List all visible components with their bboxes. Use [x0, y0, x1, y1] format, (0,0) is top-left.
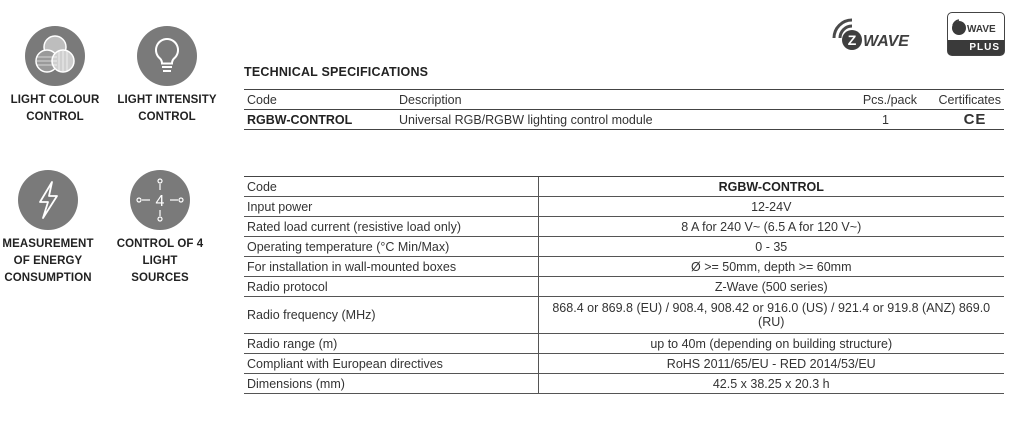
spec-row [244, 297, 1004, 334]
four-outputs-icon [130, 170, 190, 230]
spec-value: Z-Wave (500 series) [538, 277, 1004, 297]
spec-label: Compliant with European directives [244, 354, 538, 374]
spec-label: Radio frequency (MHz) [244, 297, 538, 334]
zwave-plus-wordmark: WAVE [967, 24, 996, 35]
spec-label: For installation in wall-mounted boxes [244, 257, 538, 277]
zwave-plus-logo [947, 12, 1005, 56]
feature-light-intensity-control [114, 26, 220, 126]
feature-label: LIGHT COLOUR CONTROL [10, 94, 100, 123]
spec-label: Radio range (m) [244, 334, 538, 354]
spec-value: 868.4 or 869.8 (EU) / 908.4, 908.42 or 916.0 (US) / 921.4 or 919.8 (ANZ) 869.0 (RU) [538, 297, 1004, 334]
spec-label: Input power [244, 197, 538, 217]
spec-row [244, 374, 1004, 394]
feature-light-colour-control [10, 26, 100, 126]
spec-row [244, 354, 1004, 374]
zwave-mark: Z [847, 32, 857, 48]
spec-value: 42.5 x 38.25 x 20.3 h [538, 374, 1004, 394]
spec-label: Code [244, 177, 538, 197]
header-pcs: Pcs./pack [816, 90, 929, 110]
spec-value: 12-24V [538, 197, 1004, 217]
spec-header-row [244, 177, 1004, 197]
svg-text:4: 4 [155, 193, 165, 210]
color-wheel-icon [25, 26, 85, 86]
spec-row [244, 237, 1004, 257]
spec-table [244, 176, 1004, 394]
spec-value: 0 - 35 [538, 237, 1004, 257]
spec-value: RGBW-CONTROL [538, 177, 1004, 197]
spec-label: Rated load current (resistive load only) [244, 217, 538, 237]
product-pcs: 1 [816, 110, 929, 130]
spec-label: Radio protocol [244, 277, 538, 297]
feature-four-light-sources [114, 170, 206, 287]
product-code: RGBW-CONTROL [244, 110, 396, 130]
spec-row [244, 277, 1004, 297]
lightning-bolt-icon [18, 170, 78, 230]
product-row [244, 110, 1004, 130]
feature-energy-measurement [2, 170, 94, 287]
ce-mark: CE [929, 110, 1004, 130]
header-certificates: Certificates [929, 90, 1004, 110]
feature-label: CONTROL OF 4 LIGHT SOURCES [116, 238, 204, 284]
product-table-header [244, 90, 1004, 110]
feature-label: MEASUREMENT OF ENERGY CONSUMPTION [2, 238, 94, 284]
spec-row [244, 257, 1004, 277]
zwave-plus-label: PLUS [948, 40, 1004, 55]
product-table [244, 89, 1004, 130]
spec-value: Ø >= 50mm, depth >= 60mm [538, 257, 1004, 277]
spec-value: 8 A for 240 V~ (6.5 A for 120 V~) [538, 217, 1004, 237]
spec-value: RoHS 2011/65/EU - RED 2014/53/EU [538, 354, 1004, 374]
spec-row [244, 334, 1004, 354]
header-description: Description [396, 90, 816, 110]
feature-label: LIGHT INTENSITY CONTROL [117, 94, 217, 123]
spec-label: Operating temperature (°C Min/Max) [244, 237, 538, 257]
spec-value: up to 40m (depending on building structure) [538, 334, 1004, 354]
header-code: Code [244, 90, 396, 110]
zwave-logo [826, 10, 938, 54]
lightbulb-icon [137, 26, 197, 86]
spec-label: Dimensions (mm) [244, 374, 538, 394]
product-description: Universal RGB/RGBW lighting control module [396, 110, 816, 130]
section-title: TECHNICAL SPECIFICATIONS [244, 65, 429, 79]
spec-row [244, 197, 1004, 217]
zwave-wordmark: WAVE [863, 33, 909, 50]
spec-row [244, 217, 1004, 237]
